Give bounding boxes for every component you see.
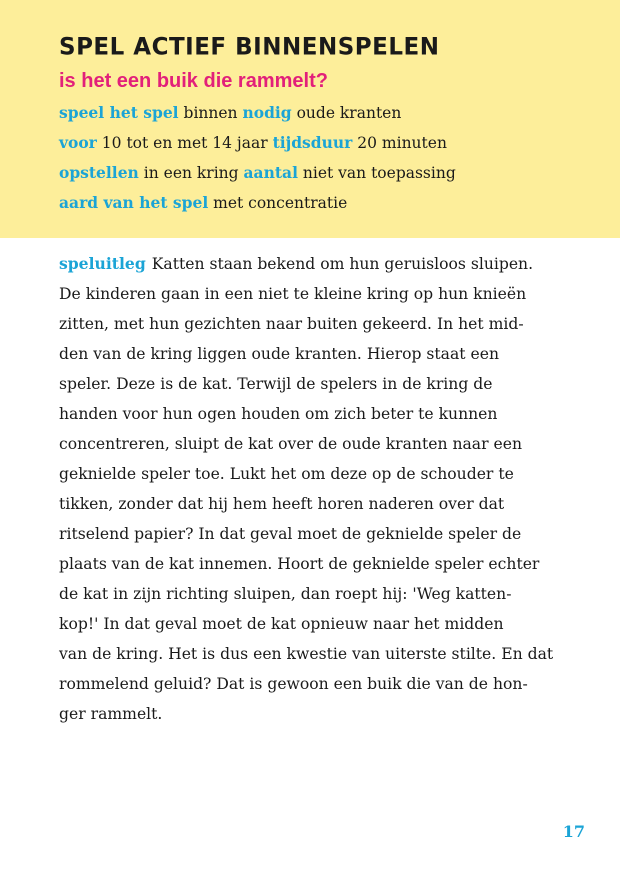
meta-value: met concentratie: [213, 194, 348, 212]
text-line: kop!' In dat geval moet de kat opnieuw naar het midden: [59, 615, 504, 633]
meta-label: aard van het spel: [59, 193, 209, 212]
text-line: ritselend papier? In dat geval moet de geknielde speler de: [59, 525, 522, 543]
text-line: tikken, zonder dat hij hem heeft horen naderen over dat: [59, 495, 505, 513]
meta-label: aantal: [243, 163, 298, 182]
text-line: concentreren, sluipt de kat over de oude kranten naar een: [59, 435, 523, 453]
text-line: de kat in zijn richting sluipen, dan roept hij: 'Weg katten-: [59, 585, 512, 603]
meta-value: 10 tot en met 14 jaar: [101, 134, 268, 152]
meta-label: voor: [59, 133, 97, 152]
meta-label: speel het spel: [59, 103, 179, 122]
meta-label: opstellen: [59, 163, 139, 182]
meta-row: [59, 193, 347, 212]
text-line: speler. Deze is de kat. Terwijl de spelers in de kring de: [59, 375, 493, 393]
meta-value: 20 minuten: [357, 134, 447, 152]
text-line: handen voor hun ogen houden om zich beter te kunnen: [59, 405, 498, 423]
meta-value: oude kranten: [296, 104, 402, 122]
text-line: den van de kring liggen oude kranten. Hierop staat een: [59, 345, 499, 363]
text-line: geknielde speler toe. Lukt het om deze op de schouder te: [59, 465, 514, 483]
text-line: zitten, met hun gezichten naar buiten gekeerd. In het mid-: [59, 315, 524, 333]
meta-value: binnen: [183, 104, 238, 122]
page-title: SPEL ACTIEF BINNENSPELEN: [59, 33, 440, 61]
meta-row: [59, 133, 447, 152]
game-description: [59, 249, 559, 729]
description-label: speluitleg: [59, 254, 146, 273]
meta-value: in een kring: [143, 164, 239, 182]
meta-value: niet van toepassing: [302, 164, 456, 182]
text-line: rommelend geluid? Dat is gewoon een buik die van de hon-: [59, 675, 528, 693]
page-subtitle: is het een buik die rammelt?: [59, 70, 328, 92]
header-panel: [0, 0, 620, 238]
text-line: plaats van de kat innemen. Hoort de geknielde speler echter: [59, 555, 540, 573]
meta-row: [59, 163, 456, 182]
meta-label: tijdsduur: [272, 133, 353, 152]
meta-label: nodig: [242, 103, 292, 122]
text-line: van de kring. Het is dus een kwestie van uiterste stilte. En dat: [59, 645, 554, 663]
text-line: De kinderen gaan in een niet te kleine kring op hun knieën: [59, 285, 527, 303]
text-line: ger rammelt.: [59, 705, 163, 723]
page-number: 17: [562, 822, 585, 841]
meta-row: [59, 103, 401, 122]
text-line: speluitleg Katten staan bekend om hun geruisloos sluipen.: [59, 254, 534, 273]
